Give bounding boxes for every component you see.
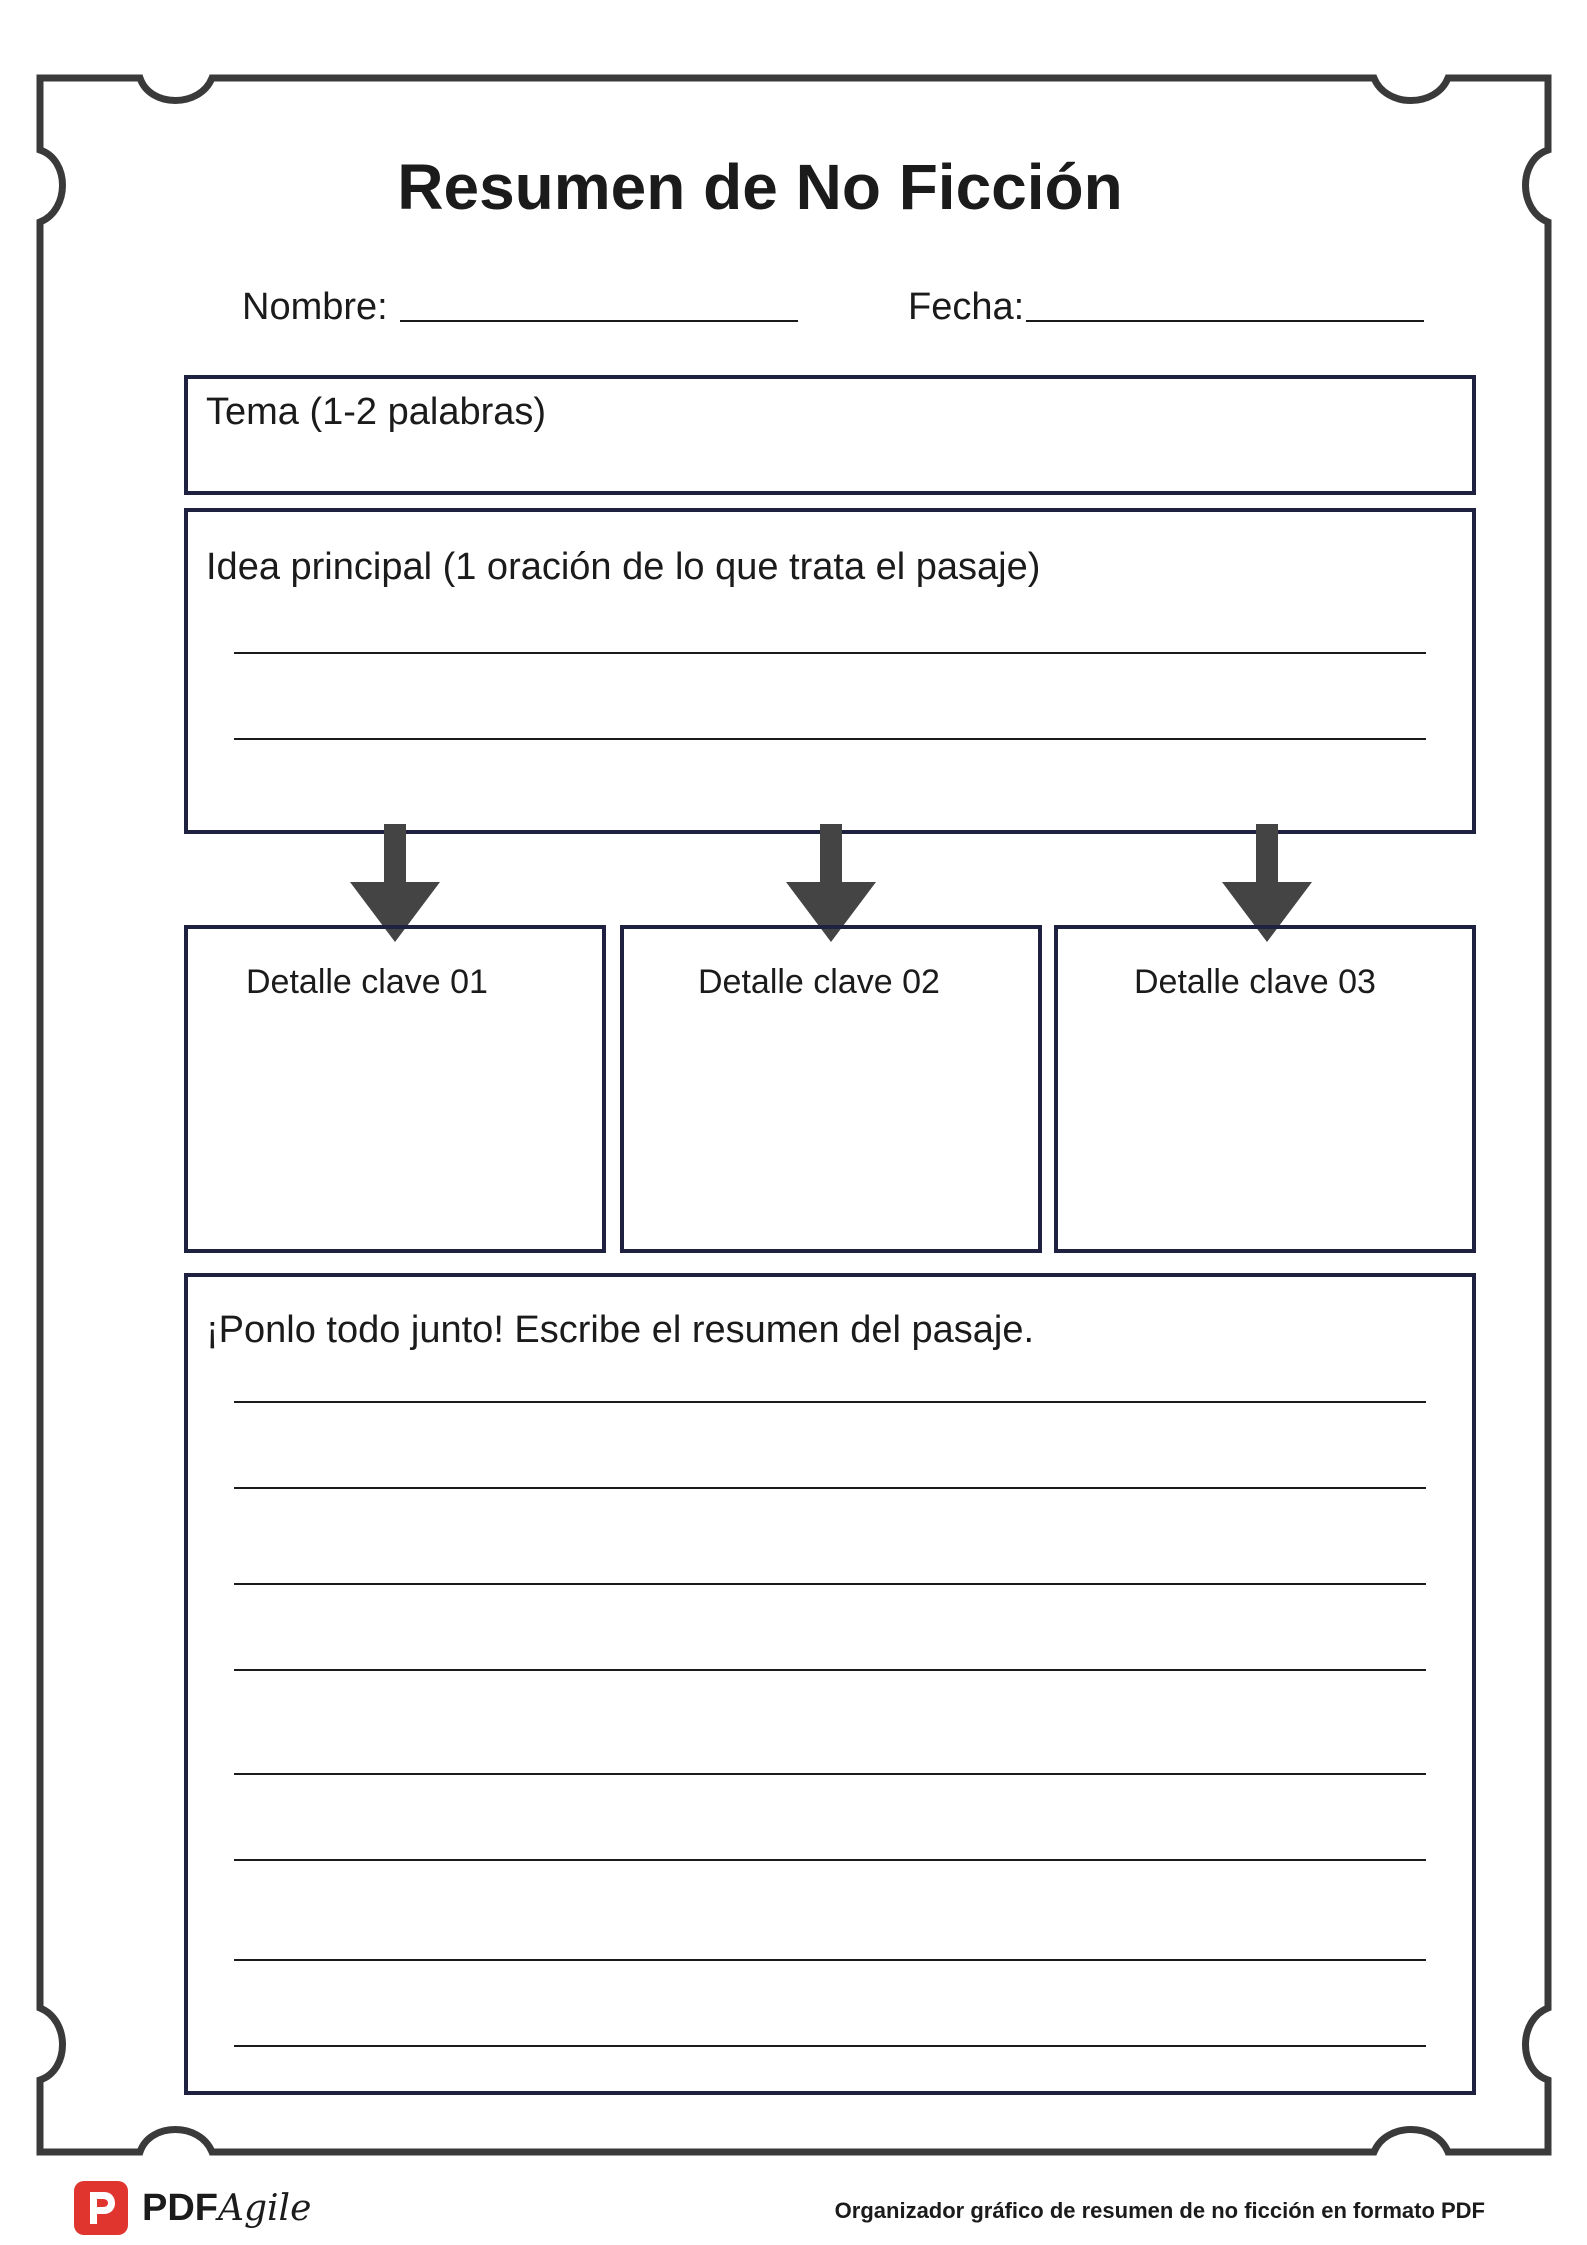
- detail-label-1: Detalle clave 01: [246, 963, 488, 1001]
- detail-box-3[interactable]: [1054, 925, 1476, 1253]
- brand-text: PDF: [142, 2186, 218, 2229]
- summary-line-4[interactable]: [234, 1669, 1426, 1671]
- main-idea-box[interactable]: [184, 508, 1476, 834]
- main-idea-label: Idea principal (1 oración de lo que trata el pasaje): [206, 546, 1041, 588]
- page-title: Resumen de No Ficción: [397, 151, 1123, 223]
- pdf-logo-icon: [74, 2181, 128, 2235]
- name-label: Nombre:: [242, 286, 388, 328]
- topic-box[interactable]: [184, 375, 1476, 495]
- summary-line-5[interactable]: [234, 1773, 1426, 1775]
- summary-line-3[interactable]: [234, 1583, 1426, 1585]
- topic-label: Tema (1-2 palabras): [206, 391, 547, 433]
- footer-caption: Organizador gráfico de resumen de no ficción en formato PDF: [834, 2198, 1485, 2223]
- main-idea-line-2[interactable]: [234, 738, 1426, 740]
- date-label: Fecha:: [908, 286, 1025, 328]
- detail-box-2[interactable]: [620, 925, 1042, 1253]
- date-field[interactable]: [1026, 320, 1424, 322]
- brand-script: Agile: [218, 2187, 312, 2229]
- summary-line-2[interactable]: [234, 1487, 1426, 1489]
- brand-name: [142, 2187, 311, 2230]
- summary-line-1[interactable]: [234, 1401, 1426, 1403]
- summary-line-7[interactable]: [234, 1959, 1426, 1961]
- name-field[interactable]: [400, 320, 798, 322]
- brand-logo: [74, 2180, 311, 2236]
- letter-p-icon: [84, 2188, 118, 2228]
- summary-line-8[interactable]: [234, 2045, 1426, 2047]
- detail-box-1[interactable]: [184, 925, 606, 1253]
- detail-label-2: Detalle clave 02: [698, 963, 940, 1001]
- summary-box[interactable]: [184, 1273, 1476, 2095]
- main-idea-line-1[interactable]: [234, 652, 1426, 654]
- summary-label: ¡Ponlo todo junto! Escribe el resumen del pasaje.: [206, 1309, 1035, 1351]
- detail-label-3: Detalle clave 03: [1134, 963, 1376, 1001]
- summary-line-6[interactable]: [234, 1859, 1426, 1861]
